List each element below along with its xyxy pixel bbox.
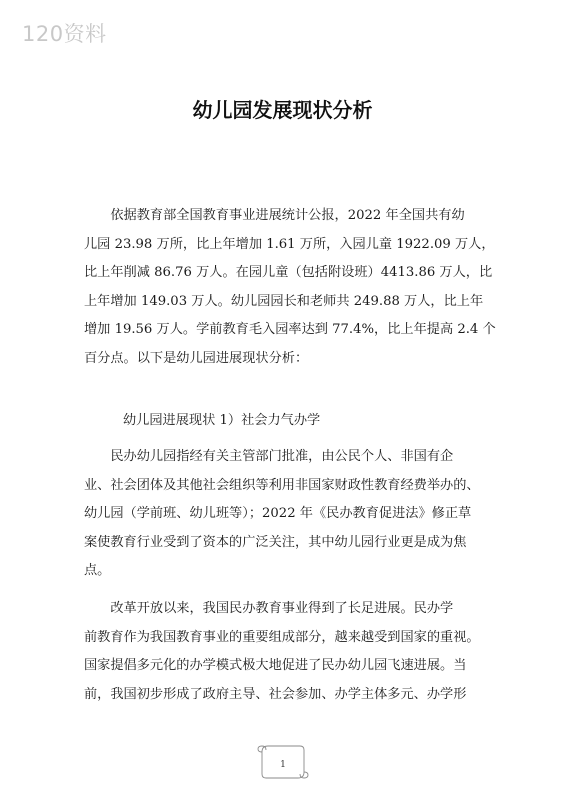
paragraph-line: 增加 19.56 万人。学前教育毛入园率达到 77.4%，比上年提高 2.4 个 <box>84 322 496 338</box>
paragraph-line: 业、社会团体及其他社会组织等利用非国家财政性教育经费举办的、 <box>84 477 480 493</box>
paragraph-line: 点。 <box>84 563 111 579</box>
intro-paragraph <box>84 202 496 374</box>
page-number: 1 <box>280 760 286 770</box>
paragraph-line: 前教育作为我国教育事业的重要组成部分，越来越受到国家的重视。 <box>84 629 480 645</box>
private-kindergarten-paragraph <box>84 443 482 586</box>
paragraph-line: 上年增加 149.03 万人。幼儿园园长和老师共 249.88 万人，比上年 <box>84 293 484 309</box>
section-heading: 幼儿园进展现状 1）社会力气办学 <box>123 413 321 428</box>
paragraph-line: 前，我国初步形成了政府主导、社会参加、办学主体多元、办学形 <box>84 686 467 702</box>
paragraph-line: 儿园 23.98 万所，比上年增加 1.61 万所，入园儿童 1922.09 万人， <box>84 236 495 252</box>
page-number-badge <box>256 742 310 782</box>
paragraph-line: 比上年削减 86.76 万人。在园儿童（包括附设班）4413.86 万人，比 <box>84 265 493 281</box>
paragraph-line: 案使教育行业受到了资本的广泛关注，其中幼儿园行业更是成为焦 <box>84 534 467 550</box>
paragraph-line: 国家提倡多元化的办学模式极大地促进了民办幼儿园飞速进展。当 <box>84 658 467 674</box>
paragraph-line: 民办幼儿园指经有关主管部门批准，由公民个人、非国有企 <box>84 449 454 464</box>
paragraph-line: 幼儿园（学前班、幼儿班等）；2022 年《民办教育促进法》修正草 <box>84 506 472 522</box>
paragraph-line: 依据教育部全国教育事业进展统计公报，2022 年全国共有幼 <box>84 208 465 223</box>
watermark-logo: 120资料 <box>22 22 107 46</box>
paragraph-line: 百分点。以下是幼儿园进展现状分析： <box>84 350 309 366</box>
paragraph-line: 改革开放以来，我国民办教育事业得到了长足进展。民办学 <box>84 601 454 616</box>
document-title: 幼儿园发展现状分析 <box>192 98 373 122</box>
reform-paragraph <box>84 595 482 709</box>
